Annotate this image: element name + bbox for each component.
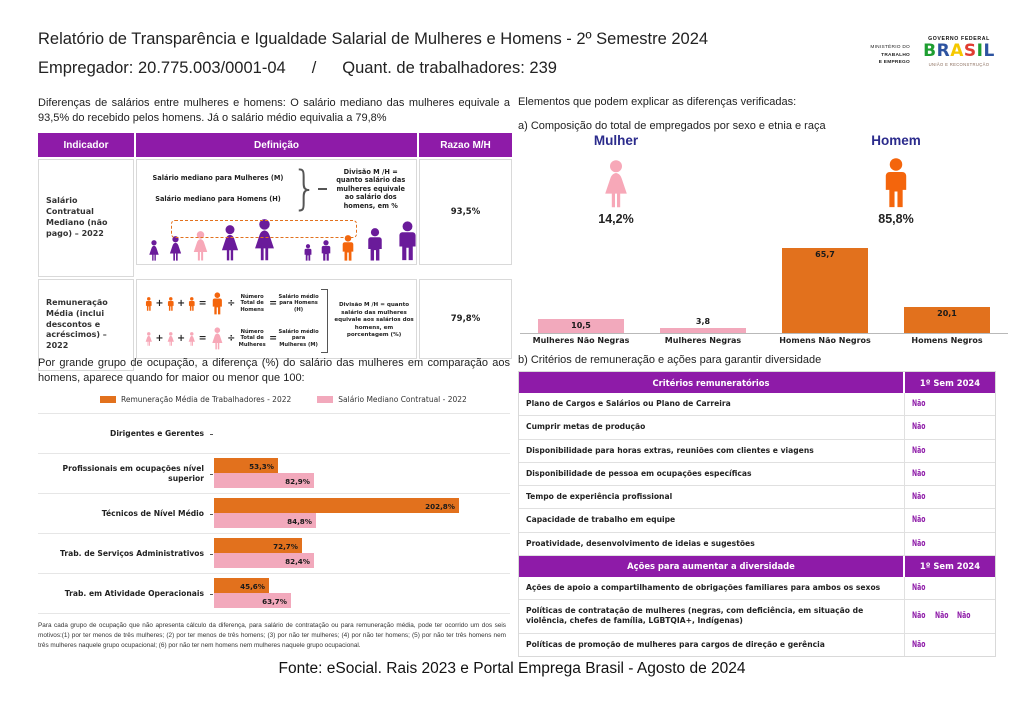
axis-tick: [210, 594, 213, 595]
composition-bar-value: 65,7: [815, 250, 835, 259]
female-person-icon: [165, 331, 177, 347]
composition-category-label: Mulheres Negras: [664, 336, 742, 345]
criteria-row-label: Proatividade, desenvolvimento de ideias e sugestões: [519, 533, 905, 555]
formula-line-male: + + = ÷ Número Total de Homens = Salário médio para Homens (H): [143, 288, 319, 319]
ministry-line-2: TRABALHO: [881, 52, 910, 58]
subtitle-separator: /: [311, 59, 317, 77]
indicator-table: [38, 133, 512, 371]
connector-line: [318, 188, 327, 189]
ratio-average-value: 79,8%: [419, 279, 512, 359]
median-women-label: Salário mediano para Mulheres (M): [152, 174, 284, 183]
mulher-label: Mulher: [593, 133, 639, 148]
female-person-icon: [596, 160, 636, 208]
homem-percentage: 85,8%: [878, 212, 914, 226]
employer-info: Empregador: 20.775.003/0001-04: [38, 59, 286, 77]
formula-line-female: + + = ÷ Número Total de Mulheres = Salário médio para Mulheres (M): [143, 323, 319, 354]
criteria-row-value: [905, 440, 995, 462]
nao-badge-icon: Não: [912, 468, 926, 479]
occupation-category-label: Trab. em Atividade Operacionais: [64, 588, 204, 598]
bracket-glyph: [321, 289, 328, 353]
average-division-note: Divisão M /H = quanto salário das mulheres equivale aos salários dos homens, em porcentagem (%): [334, 302, 414, 339]
axis-tick: [210, 514, 213, 515]
axis-tick: [210, 554, 213, 555]
occupation-bar-chart: [38, 413, 510, 609]
criteria-row: [519, 486, 995, 509]
legend-label-remuneracao: Remuneração Média de Trabalhadores - 2022: [121, 395, 292, 404]
criteria-row-label: Capacidade de trabalho em equipe: [519, 509, 905, 531]
criteria-row: [519, 600, 995, 634]
criteria-row-label: Cumprir metas de produção: [519, 416, 905, 438]
criteria-row: [519, 393, 995, 416]
axis-tick: [210, 434, 213, 435]
brasil-letter: I: [976, 41, 984, 61]
criteria-row-value: [905, 509, 995, 531]
occupation-bars: [214, 534, 510, 573]
criteria-header-label: Ações para aumentar a diversidade: [519, 556, 903, 577]
composition-bar-value: 20,1: [937, 309, 957, 318]
male-person-icon: [165, 296, 177, 312]
occupation-bar-value: 84,8%: [287, 516, 312, 526]
male-person-icon: [875, 158, 917, 208]
col-header-indicador: Indicador: [38, 133, 134, 157]
criteria-row: [519, 463, 995, 486]
criteria-row-value: [905, 600, 995, 633]
brasil-letter: L: [983, 41, 995, 61]
nao-badge-icon: Não: [912, 492, 926, 503]
page-title: Relatório de Transparência e Igualdade Salarial de Mulheres e Homens - 2º Semestre 2024: [38, 30, 709, 48]
mulher-percentage: 14,2%: [598, 212, 634, 226]
criteria-row-value: [905, 634, 995, 656]
occupation-category-label: Dirigentes e Gerentes: [110, 428, 204, 438]
criteria-row-label: Disponibilidade de pessoa em ocupações específicas: [519, 463, 905, 485]
criteria-row: [519, 416, 995, 439]
axis-tick: [210, 474, 213, 475]
brasil-letter: S: [963, 41, 977, 61]
brace-glyph: }: [292, 162, 318, 216]
female-person-icon: [208, 326, 227, 351]
occupation-bar: [214, 498, 459, 513]
nao-badge-icon: Não: [912, 611, 926, 622]
nao-badge-icon: Não: [912, 445, 926, 456]
mulher-block: [556, 133, 676, 226]
composition-bar: [782, 248, 868, 333]
criteria-row-label: Políticas de contratação de mulheres (negras, com deficiência, em situação de violência, chefes de família, LGBTQIA+, Indígenas): [519, 600, 905, 633]
occupation-bar-value: 63,7%: [262, 596, 287, 606]
composition-bar-value: 3,8: [695, 317, 711, 326]
criteria-row-label: Plano de Cargos e Salários ou Plano de Carreira: [519, 393, 905, 415]
composition-category-label: Homens Negros: [911, 336, 983, 345]
criteria-row-value: [905, 416, 995, 438]
definition-average-diagram: [136, 279, 417, 359]
criteria-row: [519, 533, 995, 556]
ministry-line-3: E EMPREGO: [878, 60, 910, 66]
composition-category-label: Mulheres Não Negras: [532, 336, 630, 345]
occupation-bar-value: 72,7%: [273, 541, 298, 551]
median-highlight-box: [171, 220, 357, 238]
criteria-row-value: [905, 577, 995, 599]
page-subtitle: [38, 59, 557, 78]
occupation-row: [38, 574, 510, 614]
homem-block: [836, 133, 956, 226]
composition-category-label: Homens Não Negros: [779, 336, 871, 345]
occupation-bar-value: 82,9%: [285, 476, 310, 486]
total-label: Número Total de Homens: [240, 294, 264, 313]
nao-badge-icon: Não: [912, 399, 926, 410]
occupation-bar-value: 202,8%: [425, 501, 455, 511]
occupation-row: [38, 413, 510, 454]
occupation-row: [38, 494, 510, 534]
male-person-icon: [337, 235, 359, 261]
composition-bar-value: 10,5: [571, 321, 591, 330]
male-person-icon: [301, 244, 315, 261]
occupation-category-label: Profissionais em ocupações nível superior: [62, 464, 204, 483]
avg-label: Salário médio para Mulheres (M): [278, 329, 319, 348]
female-person-icon: [186, 331, 198, 347]
gov-federal-label: GOVERNO FEDERAL: [928, 36, 990, 42]
elements-title: Elementos que podem explicar as diferenças verificadas:: [518, 96, 797, 108]
male-person-icon: [143, 296, 155, 312]
nao-badge-icon: Não: [912, 538, 926, 549]
criteria-row: [519, 577, 995, 600]
criteria-row-label: Políticas de promoção de mulheres para cargos de direção e gerência: [519, 634, 905, 656]
workers-count: Quant. de trabalhadores: 239: [342, 59, 557, 77]
legend-swatch-pink: [317, 396, 333, 403]
brasil-letter: B: [923, 41, 937, 61]
col-header-definicao: Definição: [136, 133, 417, 157]
criteria-row-label: Disponibilidade para horas extras, reuniões com clientes e viagens: [519, 440, 905, 462]
legend-item-mediano: [317, 395, 467, 404]
occupation-bar-value: 82,4%: [285, 556, 310, 566]
occupation-bars: [214, 494, 510, 533]
occupation-footnote: Para cada grupo de ocupação que não apresenta cálculo da diferença, para salário de contratação ou para remuneração média, pode ter ocorrido um dos seis motivos:(1) por ter menos de três mulheres; (2) por ter menos de três homens; (3) por não ter mulheres; (4) por não ter homens; (5) por não ter três homens nem três mulheres naquele grupo ocupacional; (6) por não ter nem homens nem mulheres naquele grupo ocupacional.: [38, 622, 506, 649]
definition-median-diagram: [136, 159, 417, 265]
col-header-razao: Razao M/H: [419, 133, 512, 157]
nao-badge-icon: Não: [912, 582, 926, 593]
nao-badge-icon: Não: [934, 611, 949, 622]
homem-label: Homem: [871, 133, 921, 148]
ministry-line-1: MINISTÉRIO DO: [870, 45, 910, 50]
legend-item-remuneracao: [100, 395, 291, 404]
occupation-bars: [214, 414, 510, 453]
section-b-title: b) Critérios de remuneração e ações para garantir diversidade: [518, 354, 822, 366]
occupation-bars: [214, 574, 510, 613]
avg-label: Salário médio para Homens (H): [278, 294, 319, 313]
composition-bar-chart: [520, 243, 1008, 351]
criteria-row-value: [905, 463, 995, 485]
criteria-header-period: 1º Sem 2024: [905, 372, 995, 393]
male-person-icon: [361, 228, 389, 261]
male-icon: [836, 156, 956, 208]
occupation-category-label: Técnicos de Nível Médio: [101, 508, 204, 518]
total-label: Número Total de Mulheres: [238, 329, 266, 348]
median-division-note: Divisão M /H = quanto salário das mulheres equivale ao salário dos homens, em %: [336, 167, 406, 210]
occupation-category-label: Trab. de Serviços Administrativos: [60, 548, 204, 558]
criteria-row-value: [905, 393, 995, 415]
occupation-row: [38, 454, 510, 494]
criteria-section-header: [519, 372, 995, 393]
criteria-header-period: 1º Sem 2024: [905, 556, 995, 577]
occupation-bars: [214, 454, 510, 493]
criteria-table: [518, 371, 996, 657]
average-formula-diagram: [143, 288, 319, 354]
criteria-row-label: Tempo de experiência profissional: [519, 486, 905, 508]
criteria-row: [519, 634, 995, 656]
occupation-intro: Por grande grupo de ocupação, a diferença (%) do salário das mulheres em comparação aos homens, aparece quando for maior ou menor que 100:: [38, 357, 510, 385]
source-footer: Fonte: eSocial. Rais 2023 e Portal Emprega Brasil - Agosto de 2024: [278, 660, 746, 677]
nao-badge-icon: Não: [912, 422, 926, 433]
brasil-letter: A: [950, 41, 964, 61]
ministry-logo: [838, 44, 910, 67]
legend-swatch-orange: [100, 396, 116, 403]
nao-badge-icon: Não: [912, 639, 926, 650]
criteria-section-header: [519, 556, 995, 577]
female-person-icon: [165, 236, 186, 261]
female-person-icon: [143, 331, 155, 347]
criteria-row-value: [905, 533, 995, 555]
brasil-letter: R: [936, 41, 951, 61]
criteria-row-label: Ações de apoio a compartilhamento de obrigações familiares para ambos os sexos: [519, 577, 905, 599]
occupation-chart-legend: [100, 395, 467, 404]
male-person-icon: [317, 240, 335, 261]
gov-brasil-logo: [916, 36, 1002, 67]
occupation-bar-value: 45,6%: [240, 581, 265, 591]
occupation-bar-value: 53,3%: [249, 461, 274, 471]
section-a-title: a) Composição do total de empregados por sexo e etnia e raça: [518, 120, 826, 132]
indicator-average-salary: Remuneração Média (inclui descontos e acréscimos) – 2022: [38, 279, 134, 371]
brasil-wordmark: [916, 42, 1002, 61]
criteria-header-label: Critérios remuneratórios: [519, 372, 903, 393]
criteria-row-value: [905, 486, 995, 508]
criteria-row: [519, 440, 995, 463]
legend-label-mediano: Salário Mediano Contratual - 2022: [338, 395, 467, 404]
salary-difference-intro: Diferenças de salários entre mulheres e homens: O salário mediano das mulheres equivale a 93,5% do recebido pelos homens. Já o salário médio equivalia a 79,8%: [38, 97, 510, 125]
nao-badge-icon: Não: [957, 611, 971, 622]
composition-bar: [660, 328, 746, 333]
median-men-label: Salário mediano para Homens (H): [155, 194, 281, 203]
female-person-icon: [145, 240, 163, 261]
nao-badge-icon: Não: [912, 515, 926, 526]
male-person-icon: [208, 291, 227, 316]
indicator-median-salary: Salário Contratual Mediano (não pago) – 2022: [38, 159, 134, 277]
occupation-row: [38, 534, 510, 574]
gov-slogan: UNIÃO E RECONSTRUÇÃO: [928, 61, 990, 67]
criteria-row: [519, 509, 995, 532]
ratio-median-value: 93,5%: [419, 159, 512, 265]
male-person-icon: [186, 296, 198, 312]
female-icon: [556, 156, 676, 208]
